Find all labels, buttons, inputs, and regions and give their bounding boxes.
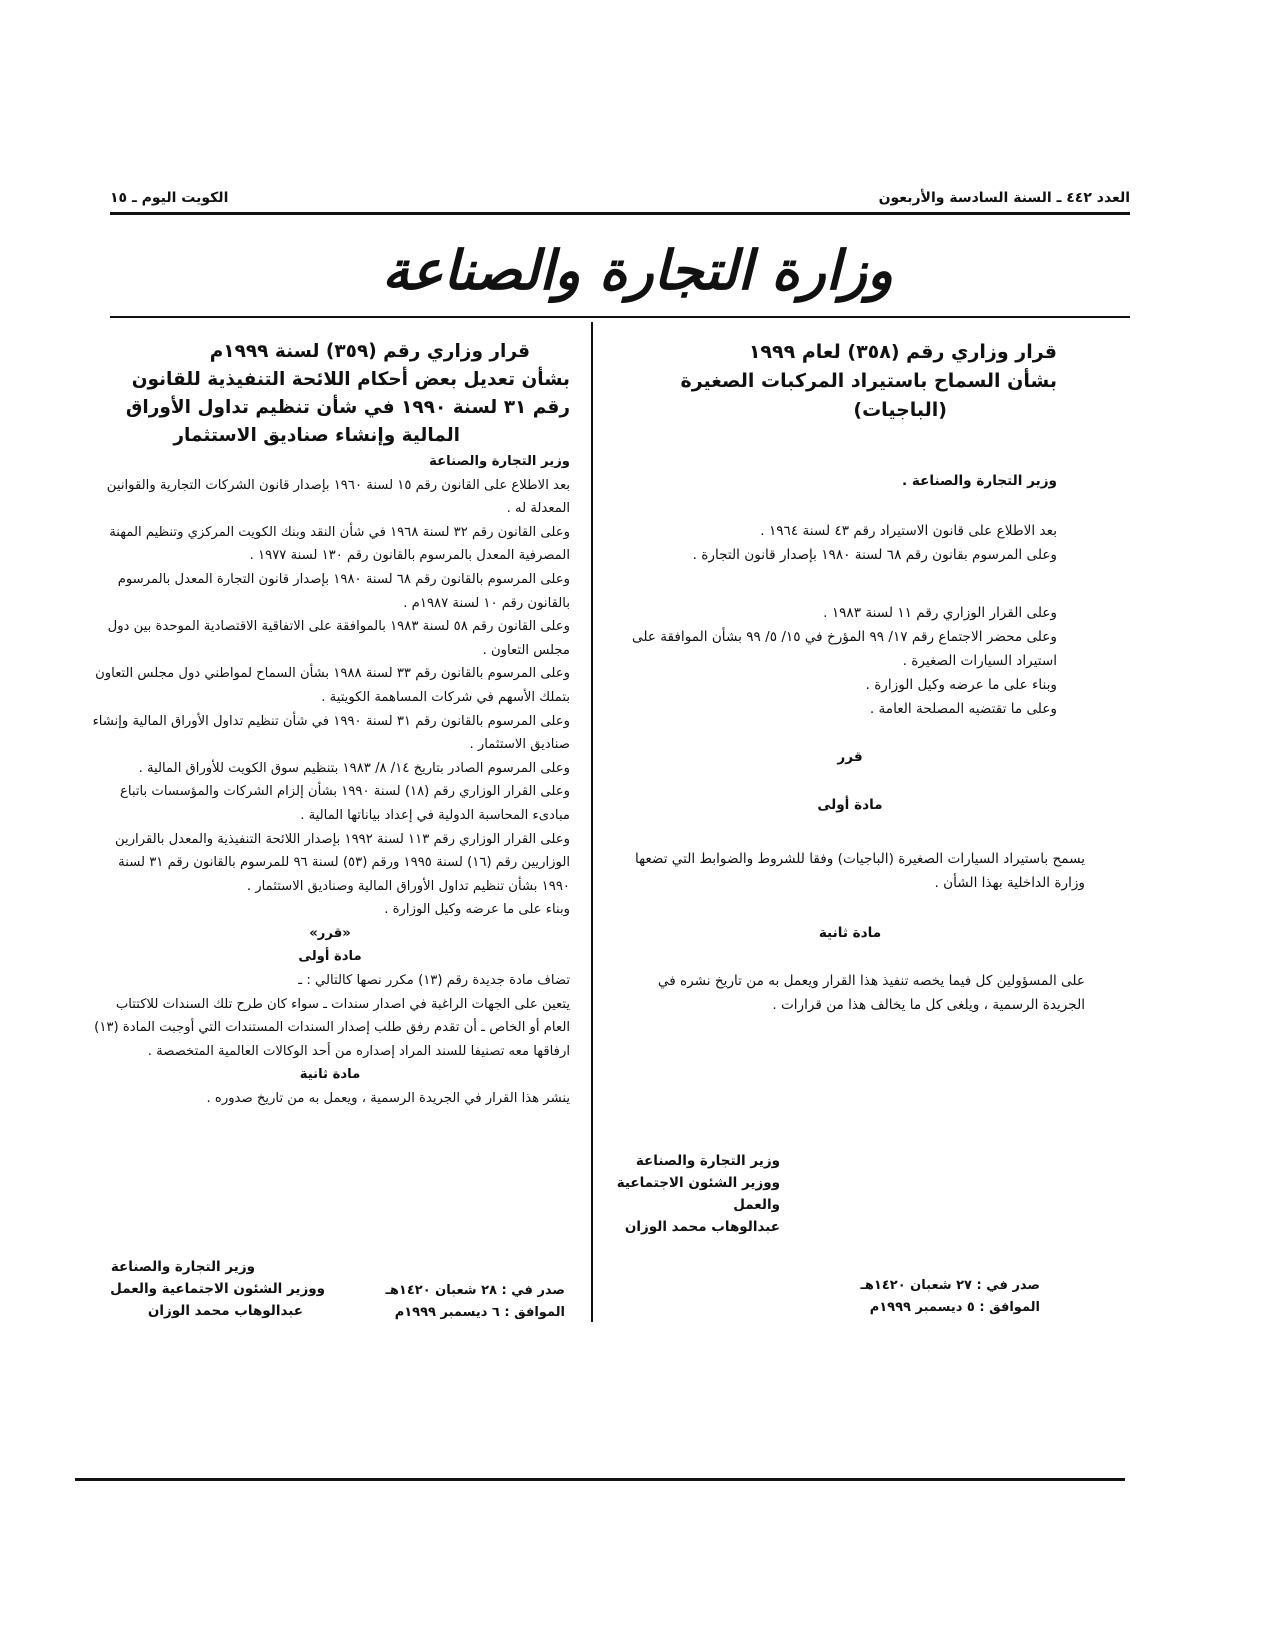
ministry-masthead: وزارة التجارة والصناعة — [382, 238, 893, 302]
decision-358-column — [615, 338, 1085, 1017]
decision-358-title: قرار وزاري رقم (٣٥٨) لعام ١٩٩٩ بشأن السماح باستيراد المركبات الصغيرة (الباجيات) — [680, 341, 1057, 421]
article-1-heading: مادة أولى — [298, 949, 362, 965]
article-2-text: على المسؤولين كل فيما يخصه تنفيذ هذا القرار ويعمل به من تاريخ نشره في الجريدة الرسمية ، ويلغى كل ما يخالف هذا من قرارات . — [657, 973, 1085, 1013]
article-2-heading: مادة ثانية — [818, 925, 882, 941]
preamble-b: وعلى القرار الوزاري رقم ١١ لسنة ١٩٨٣ . وعلى محضر الاجتماع رقم ١٧/ ٩٩ المؤرخ في ١٥/ ٥/ ٩٩ بشأن الموافقة على استيراد السيارات الصغيرة . وبناء على ما عرضه وكيل الوزارة . وعلى ما تقتضيه المصلحة العامة . — [632, 605, 1057, 717]
issue-number: العدد ٤٤٢ ـ السنة السادسة والأربعون — [878, 190, 1130, 206]
minister-heading: وزير التجارة والصناعة — [429, 454, 570, 469]
page-number: الكويت اليوم ـ ١٥ — [110, 190, 229, 206]
footer-rule — [75, 1478, 1125, 1481]
article-2-text: ينشر هذا القرار في الجريدة الرسمية ، ويعمل به من تاريخ صدوره . — [206, 1091, 570, 1107]
article-1-text: يتعين على الجهات الراغبة في اصدار سندات ـ سواء كان طرح تلك السندات للاكتتاب العام أو الخاص ـ أن تقدم رفق طلب إصدار السندات المستندات التي أوجبت المادة (١٣) ارفاقها معه تصنيفا للسند المراد إصداره من أحد الوكالات العالمية المتخصصة . — [94, 996, 570, 1059]
header-rule — [110, 212, 1130, 215]
decided-heading: «قرر» — [309, 925, 351, 941]
minister-heading: وزير التجارة والصناعة . — [901, 473, 1057, 489]
preamble-a: بعد الاطلاع على قانون الاستيراد رقم ٤٣ لسنة ١٩٦٤ . وعلى المرسوم بقانون رقم ٦٨ لسنة ١٩٨٠ بإصدار قانون التجارة . — [692, 523, 1057, 563]
decision-359-issue-date: صدر في : ٢٨ شعبان ١٤٢٠هـ الموافق : ٦ ديسمبر ١٩٩٩م — [385, 1283, 565, 1320]
preamble: بعد الاطلاع على القانون رقم ١٥ لسنة ١٩٦٠ بإصدار قانون الشركات التجارية والقوانين المعدلة له . وعلى القانون رقم ٣٢ لسنة ١٩٦٨ في شأن النقد وبنك الكويت المركزي وتنظيم المهنة المصرفية المعدل بالمرسوم بالقانون رقم ١٣٠ لسنة ١٩٧٧ . وعلى المرسوم بالقانون رقم ٦٨ لسنة ١٩٨٠ بإصدار قانون التجارة المعدل بالمرسوم بالقانون رقم ١٠ لسنة ١٩٨٧م . وعلى القانون رقم ٥٨ لسنة ١٩٨٣ بالموافقة على الاتفاقية الاقتصادية الموحدة بين دول مجلس التعاون . وعلى المرسوم بالقانون رقم ٣٣ لسنة ١٩٨٨ بشأن السماح لمواطني دول مجلس التعاون بتملك الأسهم في شركات المساهمة الكويتية . وعلى المرسوم بالقانون رقم ٣١ لسنة ١٩٩٠ في شأن تنظيم تداول الأوراق المالية وإنشاء صناديق الاستثمار . وعلى المرسوم الصادر بتاريخ ١٤/ ٨/ ١٩٨٣ بتنظيم سوق الكويت للأوراق المالية . وعلى القرار الوزاري رقم (١٨) لسنة ١٩٩٠ بشأن إلزام الشركات والمؤسسات باتباع مبادىء المحاسبة الدولية في إعداد بياناتها المالية . وعلى القرار الوزاري رقم ١١٣ لسنة ١٩٩٢ بإصدار اللائحة التنفيذية والمعدل بالقرارين الوزاريين رقم (١٦) لسنة ١٩٩٥ ورقم (٥٣) لسنة ٩٦ للمرسوم بالقانون رقم ٣١ لسنة ١٩٩٠ بشأن تنظيم تداول الأوراق المالية وصناديق الاستثمار . وبناء على ما عرضه وكيل الوزارة . — [92, 477, 570, 918]
article-1-heading: مادة أولى — [817, 797, 883, 813]
masthead-rule — [110, 316, 1130, 318]
decided-heading: قرر — [837, 749, 863, 765]
decision-358-signature: وزير التجارة والصناعة ووزير الشئون الاجتماعية والعمل عبدالوهاب محمد الوزان — [616, 1153, 780, 1235]
decision-359-title: قرار وزاري رقم (٣٥٩) لسنة ١٩٩٩م بشأن تعديل بعض أحكام اللائحة التنفيذية للقانون رقم ٣١ لسنة ١٩٩٠ في شأن تنظيم تداول الأوراق المالية وإنشاء صناديق الاستثمار — [125, 341, 570, 446]
column-divider — [591, 322, 593, 1322]
article-1-intro: تضاف مادة جديدة رقم (١٣) مكرر نصها كالتالي : ـ — [298, 973, 570, 989]
decision-359-signature: وزير التجارة والصناعة ووزير الشئون الاجتماعية والعمل عبدالوهاب محمد الوزان — [110, 1259, 325, 1319]
article-2-heading: مادة ثانية — [299, 1067, 361, 1083]
decision-359-column — [90, 338, 570, 1111]
decision-358-issue-date: صدر في : ٢٧ شعبان ١٤٢٠هـ الموافق : ٥ ديسمبر ١٩٩٩م — [860, 1278, 1040, 1315]
article-1-text: يسمح باستيراد السيارات الصغيرة (الباجيات) وفقا للشروط والضوابط التي تضعها وزارة الداخلية بهذا الشأن . — [634, 851, 1085, 891]
